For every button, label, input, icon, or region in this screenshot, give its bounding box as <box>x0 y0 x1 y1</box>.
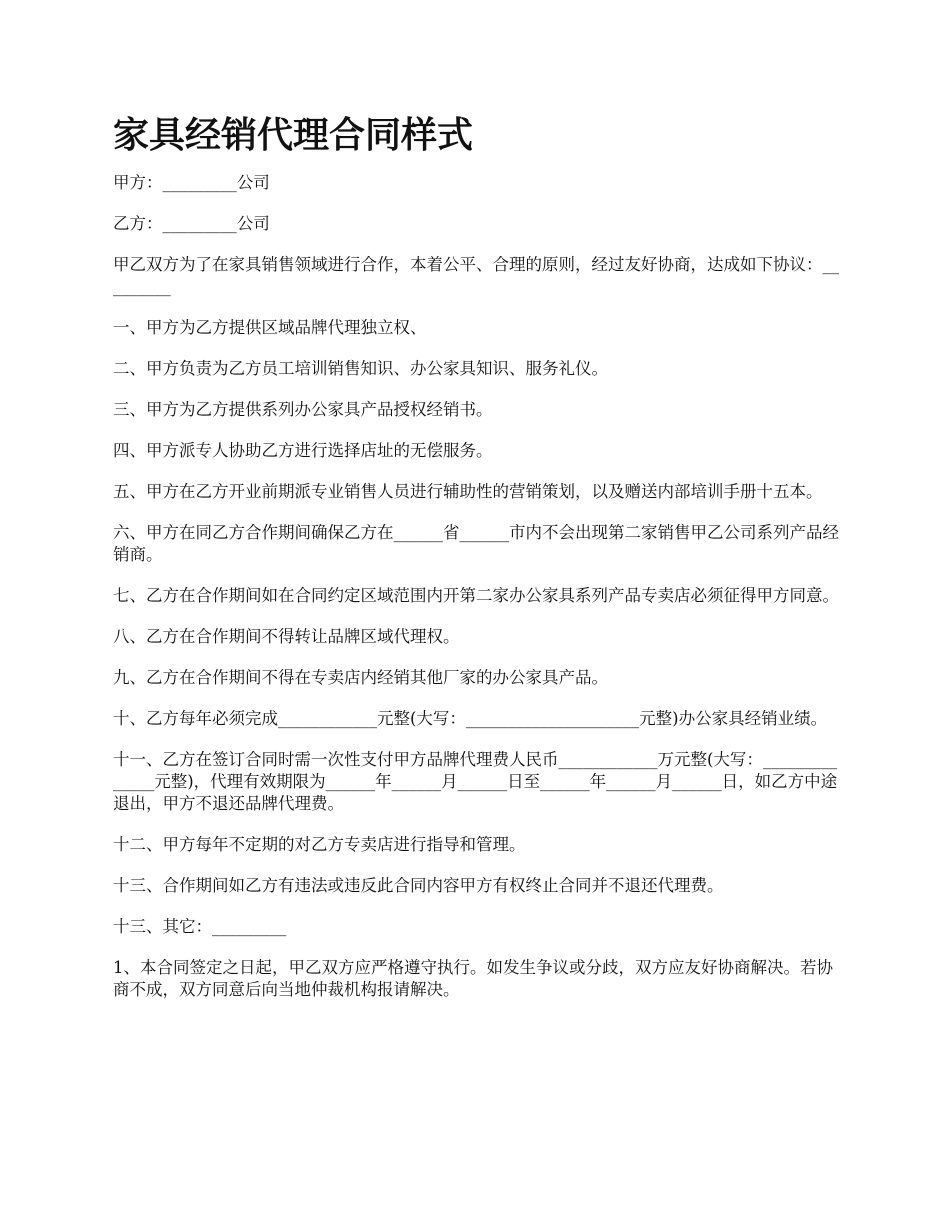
clause-12: 十二、甲方每年不定期的对乙方专卖店进行指导和管理。 <box>113 835 526 854</box>
sub-clause-1: 1、本合同签定之日起，甲乙双方应严格遵守执行。如发生争议或分歧，双方应友好协商解决。若协商不成，双方同意后向当地仲裁机构报请解决。 <box>113 958 833 999</box>
clause-10: 十、乙方每年必须完成____________元整(大写：_____________________元整)办公家具经销业绩。 <box>113 709 828 728</box>
preamble: 甲乙双方为了在家具销售领域进行合作，本着公平、合理的原则，经过友好协商，达成如下协议：_________ <box>113 255 839 296</box>
clause-4: 四、甲方派专人协助乙方进行选择店址的无偿服务。 <box>113 441 493 460</box>
page-title: 家具经销代理合同样式 <box>113 115 474 156</box>
clause-13-other: 十三、其它：_________ <box>113 917 287 936</box>
clause-6: 六、甲方在同乙方合作期间确保乙方在______省______市内不会出现第二家销售甲乙公司系列产品经销商。 <box>113 523 839 564</box>
clause-1: 一、甲方为乙方提供区域品牌代理独立权、 <box>113 318 427 337</box>
clause-13: 十三、合作期间如乙方有违法或违反此合同内容甲方有权终止合同并不退还代理费。 <box>113 876 724 895</box>
party-a-line: 甲方：_________公司 <box>113 173 270 192</box>
clause-8: 八、乙方在合作期间不得转让品牌区域代理权。 <box>113 627 460 646</box>
clause-9: 九、乙方在合作期间不得在专卖店内经销其他厂家的办公家具产品。 <box>113 668 608 687</box>
party-b-line: 乙方：_________公司 <box>113 214 270 233</box>
clause-5: 五、甲方在乙方开业前期派专业销售人员进行辅助性的营销策划，以及赠送内部培训手册十五本。 <box>113 482 823 501</box>
clause-3: 三、甲方为乙方提供系列办公家具产品授权经销书。 <box>113 400 493 419</box>
clause-2: 二、甲方负责为乙方员工培训销售知识、办公家具知识、服务礼仪。 <box>113 359 608 378</box>
clause-11: 十一、乙方在签订合同时需一次性支付甲方品牌代理费人民币____________万元整(大写：______________元整)，代理有效期限为______年______月______日至______年______月______日，如乙方中途退出，甲方不退还品牌代理费。 <box>113 750 838 813</box>
clause-7: 七、乙方在合作期间如在合同约定区域范围内开第二家办公家具系列产品专卖店必须征得甲方同意。 <box>113 586 839 605</box>
document-page <box>113 110 843 1020</box>
